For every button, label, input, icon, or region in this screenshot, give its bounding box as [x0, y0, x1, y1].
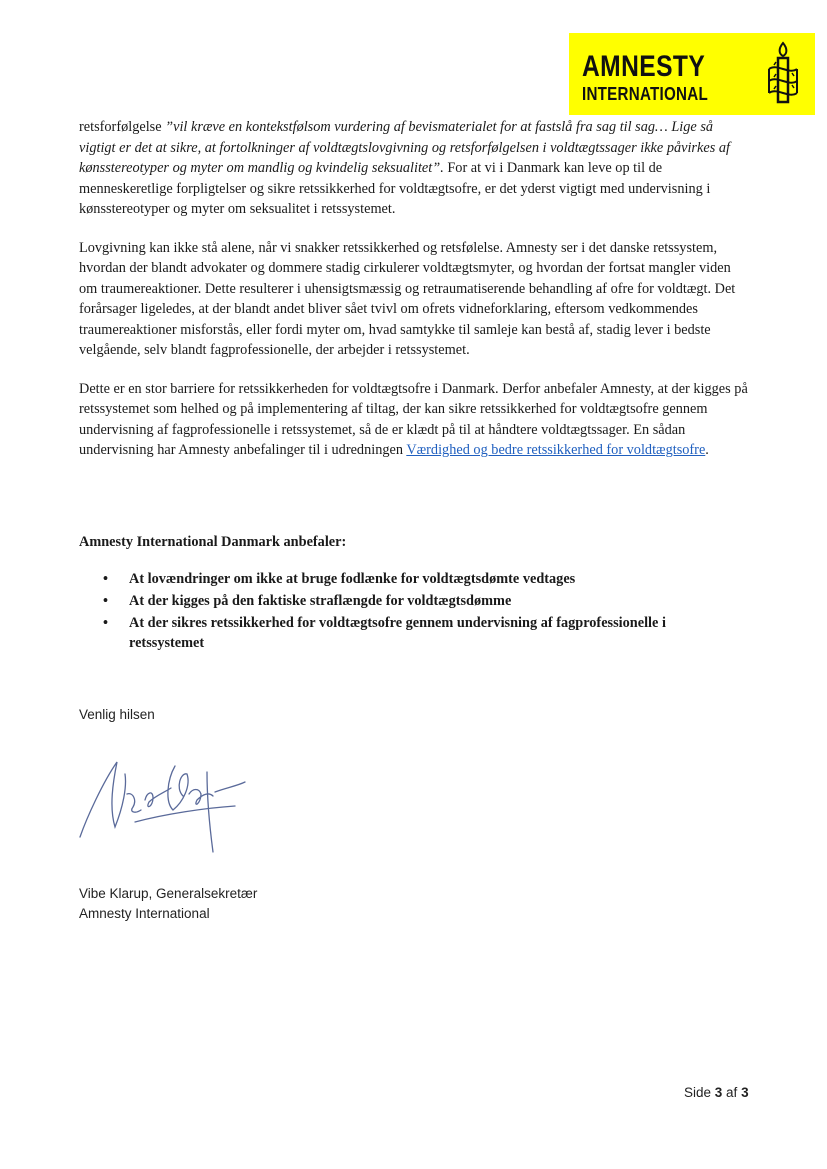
greeting: Venlig hilsen: [79, 707, 155, 722]
signatory-organization: Amnesty International: [79, 906, 210, 921]
letter-body: [79, 117, 749, 479]
logo-wordmark: [582, 52, 708, 104]
page-current: 3: [714, 1085, 723, 1100]
candle-in-barbed-wire-icon: [765, 41, 801, 107]
list-item: [79, 613, 739, 653]
list-item-text: At lovændringer om ikke at bruge fodlænke for voldtægtsdømte vedtages: [129, 571, 576, 587]
recommendations-list: [79, 569, 739, 655]
amnesty-logo: [569, 33, 815, 115]
bullet: •: [103, 571, 109, 587]
list-item-text: At der kigges på den faktiske straflængde for voldtægtsdømme: [129, 593, 512, 609]
list-item: [79, 591, 739, 611]
paragraph-1: [79, 117, 749, 220]
recommendations-heading: Amnesty International Danmark anbefaler:: [79, 534, 347, 550]
list-item: [79, 569, 739, 589]
paragraph-1-lead: retsforfølgelse: [79, 119, 166, 135]
bullet: •: [103, 593, 109, 609]
bullet: •: [103, 615, 109, 631]
paragraph-3: [79, 379, 749, 461]
page-total: 3: [741, 1085, 749, 1100]
paragraph-3-end: .: [705, 442, 709, 458]
logo-line1: AMNESTY: [582, 50, 706, 83]
paragraph-2: Lovgivning kan ikke stå alene, når vi snakker retssikkerhed og retsfølelse. Amnesty ser i det danske retssystem, hvordan der blandt advokater og dommere stadig cirkulerer voldtægtsmyter, og hvordan der fortsat mangler viden om traumereaktioner. Dette resulterer i uhensigtsmæssig og retraumatiserende behandling af ofre for voldtægt. Det forårsager ligeledes, at der blandt andet bliver sået tvivl om ofrets vidneforklaring, eftersom vedkommendes traumereaktioner misforstås, eller fordi myter om, hvad samtykke til samleje kan bestå af, stadig lever i bedste velgående, selv blandt fagprofessionelle, der arbejder i retssystemet.: [79, 239, 736, 358]
paragraph-1-rest: For at vi i Danmark kan leve op til de menneskeretlige forpligtelser og sikre retssikkerhed for voldtægtsofre, er det yderst vigtigt med undervisning i kønsstereotyper og myter om seksualitet i retssystemet.: [79, 160, 711, 217]
handwritten-signature: [75, 752, 250, 862]
page-number: [684, 1085, 749, 1100]
paragraph-1-quote: ”vil kræve en kontekstfølsom vurdering af bevismaterialet for at fastslå fra sag til sag… Lige så vigtigt er det at sikre, at fortolkninger af voldtægtslovgivning og retsforfølgelsen i voldtægtssager ikke påvirkes af kønsstereotyper og myter om mandlig og kvindelig seksualitet”.: [79, 119, 730, 176]
paragraph-3-text: Dette er en stor barriere for retssikkerheden for voldtægtsofre i Danmark. Derfor anbefaler Amnesty, at der kigges på retssystemet som helhed og på implementering af tiltag, der kan sikre retssikkerhed for voldtægtsofre gennem undervisning af fagprofessionelle i retssystemet, så de er klædt på til at håndtere voldtægtssager. En sådan undervisning har Amnesty anbefalinger til i udredningen: [79, 380, 748, 458]
list-item-text: At der sikres retssikkerhed for voldtægtsofre gennem undervisning af fagprofessionelle i retssystemet: [129, 615, 666, 651]
report-link[interactable]: Værdighed og bedre retssikkerhed for voldtægtsofre: [406, 442, 706, 458]
signatory-name: Vibe Klarup, Generalsekretær: [79, 886, 258, 901]
page-number-prefix: Side: [684, 1085, 715, 1100]
page-number-middle: af: [722, 1085, 742, 1100]
logo-line2: INTERNATIONAL: [582, 83, 708, 104]
